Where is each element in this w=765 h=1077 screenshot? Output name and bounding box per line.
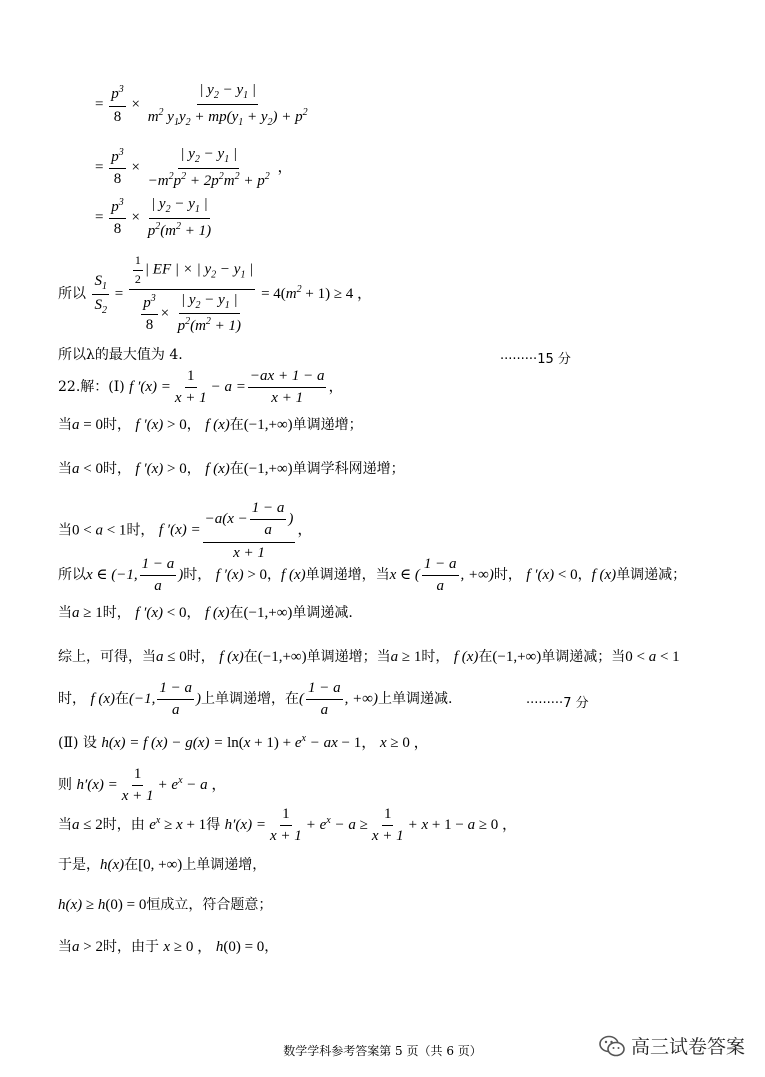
case-a-lt-0: 当a < 0时， f ′(x) > 0， f (x)在(−1,+∞)单调学科网递增；	[58, 461, 405, 477]
summary-line-1: 综上，可得，当a ≤ 0时， f (x)在(−1,+∞)单调递增；当a ≥ 1时， f (x)在(−1,+∞)单调递减；当0 < a < 1	[58, 649, 680, 665]
label-suoyi: 所以	[58, 286, 86, 303]
wechat-icon	[599, 1034, 625, 1058]
part2-define-h: (Ⅱ) 设 h(x) = f $(x) - g(x) = \ln(x + 1) + e^x$ − ax − 1， x ≥ 0 ，	[58, 733, 429, 751]
q22-derivative: 22.解：(Ⅰ) f ′(x) = $\frac{1}{x + 1}$ − a = $\frac{-ax + 1 - a}{x + 1}$ ，	[58, 368, 344, 407]
summary-line-2: 时， f (x)在(−1, $\frac{1 - a}{a}$ )上单调递增，在( $\frac{1 - a}{a}$ , +∞)上单调递减.	[58, 680, 453, 719]
case-a-ge-1: 当a ≥ 1时， f ′(x) < 0， f (x)在(−1,+∞)单调递减.	[58, 605, 353, 621]
h-increasing: 于是，h(x)在[0, +∞)上单调递增，	[58, 857, 267, 873]
watermark-text: 高三试卷答案	[630, 1036, 745, 1058]
case-a-gt-2: 当a > 2时，由于 x ≥ 0 ， h(0) = 0，	[58, 939, 279, 955]
formula-step-3: = $\frac{p^3}{8}$ × $\frac{| y_2 - y_1 |}{p^2(m^2 + 1)}$	[95, 196, 212, 239]
part2-h-derivative: 则 h′(x) = $\frac{1}{x + 1}$ + $e^x - a$ ，	[58, 766, 227, 805]
formula-step-1: = $\frac{p^3}{8}$ × $\frac{| y_2 - y_1 |}{m^2 y_1y_2 + mp(y_1 + y_2) + p^2}$	[95, 82, 308, 128]
ratio-line: 所以 $\frac{S_1}{S_2}$ = $\frac{1}{2}$ | EF | × | $y_2 - y_1$ | $\frac{p^3}{8}$ × $\frac{| y_2 - y_1 |}{p^2(m^2 + 1)}$ = $4(m^2 + 1) \ge 4$ ，	[58, 253, 373, 335]
score-15: ·········15 分	[500, 352, 571, 367]
formula-step-2: = $\frac{p^3}{8}$ × $\frac{| y_2 - y_1 |}{-m^2p^2 + 2p^2m^2 + p^2}$ ，	[95, 146, 293, 189]
score-7: ·········7 分	[526, 696, 589, 711]
max-value-line: 所以λ的最大值为 4.	[58, 347, 183, 363]
case-a-le-2: 当a ≤ 2时，由 $e^x \ge x + 1$得 h′(x) = $\frac{1}{x + 1}$ + $e^x - a$ ≥ $\frac{1}{x + 1}$ + x + 1 − a ≥ 0 ，	[58, 806, 518, 845]
h-ge-h0: h(x) ≥ h(0) = 0恒成立，符合题意；	[58, 897, 273, 913]
page-footer: 数学学科参考答案第 5 页（共 6 页）	[283, 1044, 482, 1058]
case-a-eq-0: 当a = 0时， f ′(x) > 0， f (x)在(−1,+∞)单调递增；	[58, 417, 363, 433]
case-0-a-1: 当0 < a < 1时， f ′(x) = −a(x − $\frac{1 - a}{a}$ ) x + 1 ，	[58, 500, 313, 561]
watermark	[599, 1032, 745, 1059]
q22-label: 22.解：(Ⅰ)	[58, 379, 125, 396]
monotonic-intervals: 所以x ∈ (−1, $\frac{1 - a}{a}$ )时， f ′(x) > 0，f (x)单调递增，当x ∈ ( $\frac{1 - a}{a}$ , +∞)时， f ′(x) < 0，f (x)单调递减；	[58, 556, 687, 595]
